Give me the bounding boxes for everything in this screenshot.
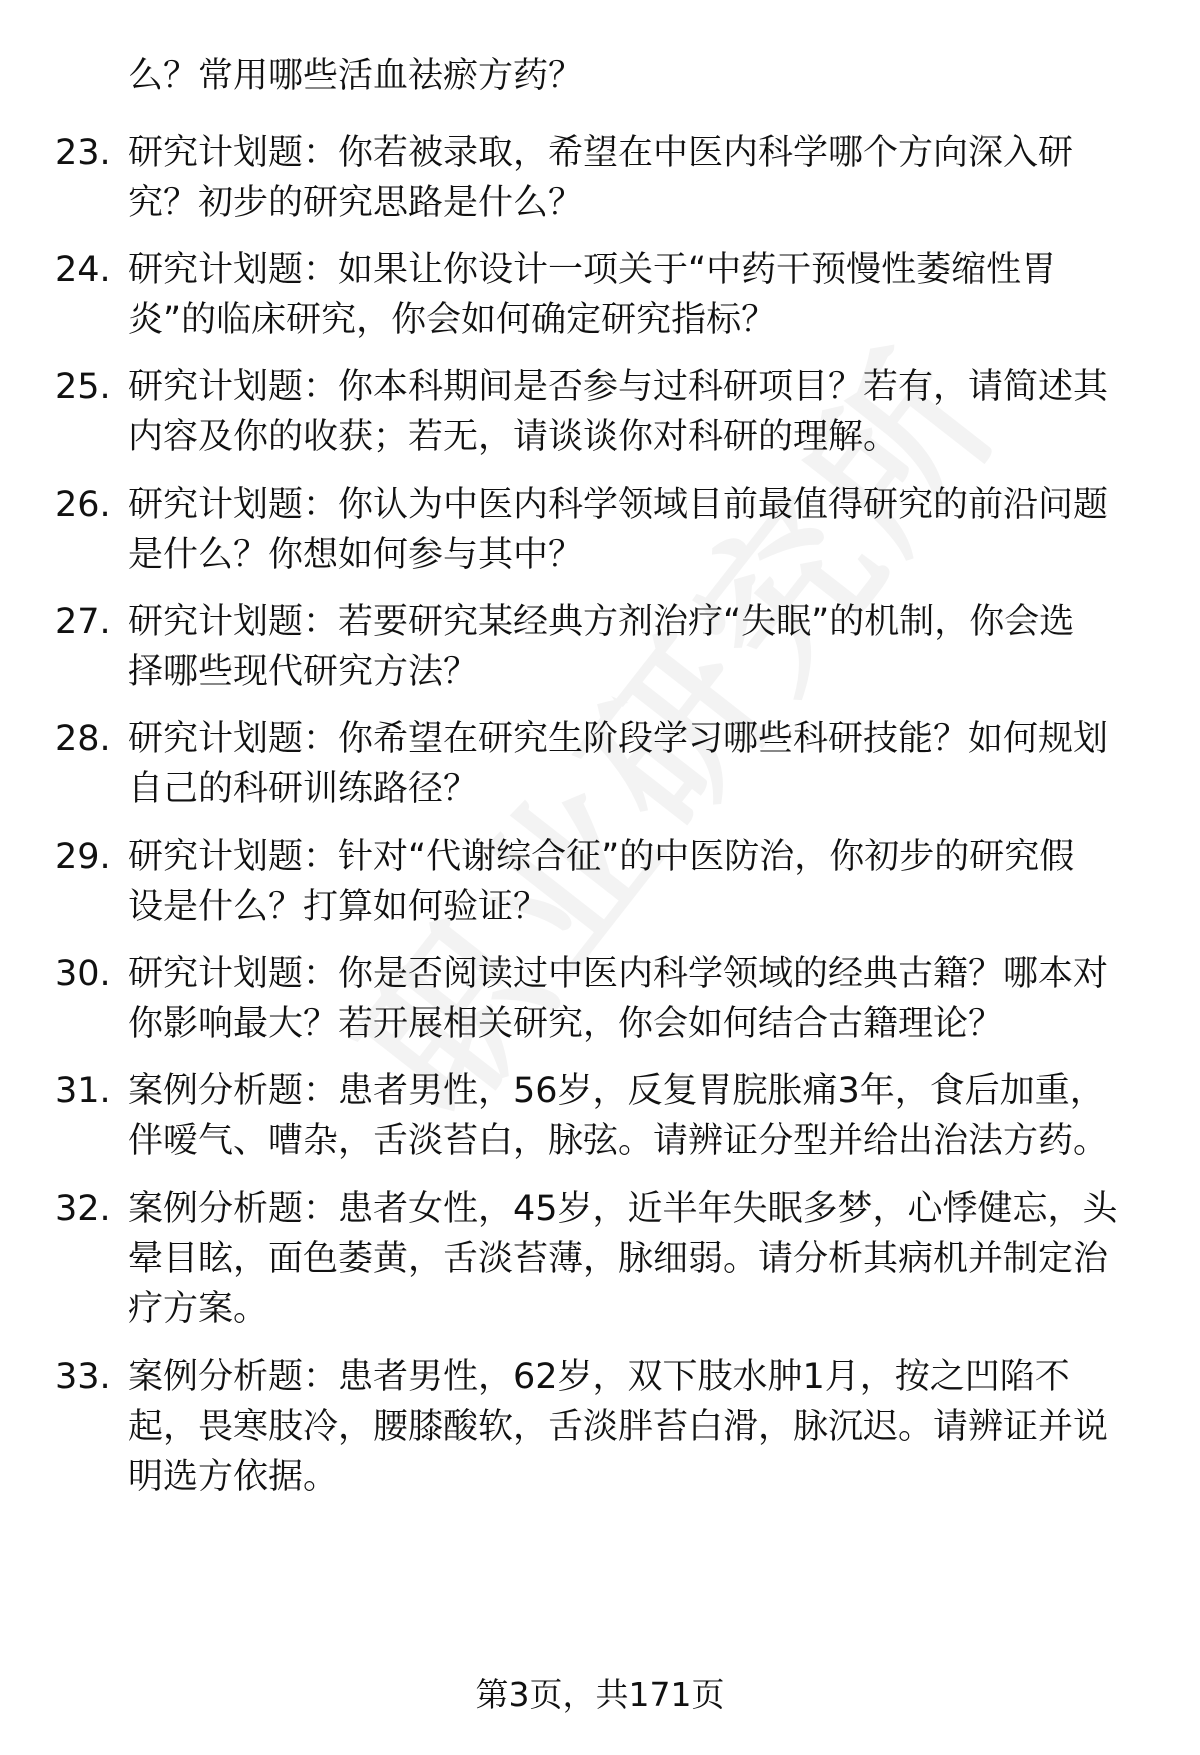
question-text: 案例分析题：患者男性，62岁，双下肢水肿1月，按之凹陷不 起，畏寒肢冷，腰膝酸软，舌淡胖苔白滑，脉沉迟。请辨证并说 明选方依据。: [128, 1357, 1109, 1497]
question-number: 33.: [55, 1357, 111, 1397]
question-text: 研究计划题：你若被录取，希望在中医内科学哪个方向深入研 究？初步的研究思路是什么？: [128, 133, 1074, 223]
question-text: 案例分析题：患者男性，56岁，反复胃脘胀痛3年，食后加重， 伴嗳气、嘈杂，舌淡苔白，脉弦。请辨证分型并给出治法方药。: [128, 1071, 1109, 1161]
question-text: 研究计划题：如果让你设计一项关于“中药干预慢性萎缩性胃 炎”的临床研究，你会如何确定研究指标？: [128, 250, 1057, 340]
question-text: 研究计划题：若要研究某经典方剂治疗“失眠”的机制，你会选 择哪些现代研究方法？: [128, 602, 1075, 692]
question-text: 研究计划题：针对“代谢综合征”的中医防治，你初步的研究假 设是什么？打算如何验证？: [128, 837, 1075, 927]
question-text: 研究计划题：你希望在研究生阶段学习哪些科研技能？如何规划 自己的科研训练路径？: [128, 719, 1109, 809]
question-number: 31.: [55, 1071, 111, 1111]
question-text: 研究计划题：你认为中医内科学领域目前最值得研究的前沿问题 是什么？你想如何参与其中？: [128, 485, 1109, 575]
page-footer: 第3页，共171页: [475, 1675, 725, 1714]
question-text: 研究计划题：你是否阅读过中医内科学领域的经典古籍？哪本对 你影响最大？若开展相关研究，你会如何结合古籍理论？: [128, 954, 1109, 1044]
question-number: 25.: [55, 367, 111, 407]
question-number: 29.: [55, 837, 111, 877]
question-number: 27.: [55, 602, 111, 642]
question-number: 30.: [55, 954, 111, 994]
question-number: 23.: [55, 133, 111, 173]
question-text: 案例分析题：患者女性，45岁，近半年失眠多梦，心悸健忘，头 晕目眩，面色萎黄，舌淡苔薄，脉细弱。请分析其病机并制定治 疗方案。: [128, 1189, 1118, 1329]
question-number: 26.: [55, 485, 111, 525]
question-text: 么？常用哪些活血祛瘀方药？: [128, 56, 584, 96]
question-number: 24.: [55, 250, 111, 290]
question-number: 32.: [55, 1189, 111, 1229]
question-text: 研究计划题：你本科期间是否参与过科研项目？若有，请简述其 内容及你的收获；若无，请谈谈你对科研的理解。: [128, 367, 1109, 457]
question-number: 28.: [55, 719, 111, 759]
